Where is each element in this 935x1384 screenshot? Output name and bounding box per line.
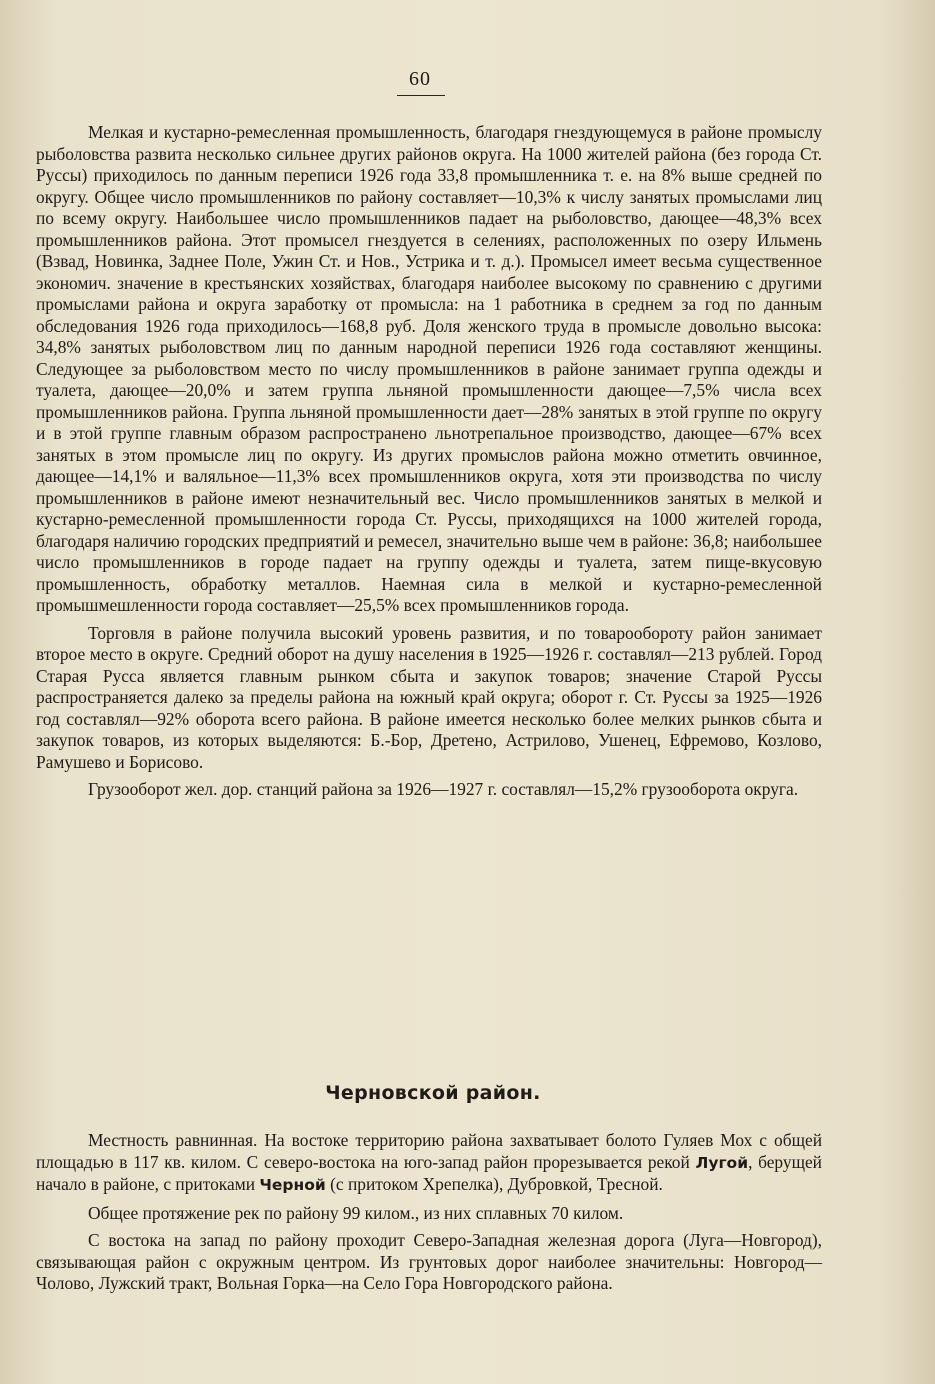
terrain-text-3: (с притоком Хрепелка), Дубровкой, Тресной.: [325, 1174, 663, 1194]
section-heading-chernovskoy: Черновской район.: [325, 1082, 541, 1104]
terrain-text-2: , берущей начало в районе, с притоками: [36, 1151, 822, 1194]
paragraph-terrain: [36, 1130, 822, 1197]
section-chernovskoy-district: [36, 1130, 822, 1295]
page-number: 60: [409, 68, 431, 90]
paragraph-freight: Грузооборот жел. дор. станций района за 1926—1927 г. составлял—15,2% грузооборота округа.: [88, 779, 799, 799]
terrain-text-1: Местность равнинная. На востоке территорию района захватывает болото Гуляев Мох с общей площадью в 117 кв. килом. С северо-востока на юго-запад район прорезывается рекой: [36, 1130, 822, 1172]
paragraph-rivers-length: Общее протяжение рек по району 99 килом., из них сплавных 70 килом.: [88, 1202, 624, 1223]
paragraph-small-industry: Мелкая и кустарно-ремесленная промышленность, благодаря гнездующемуся в районе промыслу рыболовства развита несколько сильнее других районов округа. На 1000 жителей района (без города Ст. Руссы) приходилось по данным переписи 1926 года 33,8 промышленника т. е. на 8% выше средней по округу. Общее число промышленников по району составляет—10,3% к числу занятых промыслами лиц по всему округу. Наибольшее число промышленников падает на рыболовство, дающее—48,3% всех промышленников района. Этот промысел гнездуется в селениях, расположенных по озеру Ильмень (Взвад, Новинка, Заднее Поле, Ужин Ст. и Нов., Устрика и т. д.). Промысел имеет весьма существенное экономич. значение в крестьянских хозяйствах, благодаря наиболее высокому по сравнению с другими промыслами района и округа заработку от промысла: на 1 работника в среднем за год по данным обследования 1926 года приходилось—168,8 руб. Доля женского труда в промысле довольно высока: 34,8% занятых рыболовством лиц по данным народной переписи 1926 года составляют женщины. Следующее за рыболовством место по числу промышленников в районе занимает группа одежды и туалета, дающее—20,0% и затем группа льняной промышленности дающее—7,5% числа всех промышленников района. Группа льняной промышленности дает—28% занятых в этой группе по округу и в этой группе главным образом распространено льнотрепальное производство, дающее—67% всех занятых в этом промысле лиц по округу. Из других промыслов района можно отметить овчинное, дающее—14,1% и валяльное—11,3% всех промышленников округа, хотя эти производства по числу промышленников в районе имеют незначительный вес. Число промышленников занятых в мелкой и кустарно-ремесленной промышленности города Ст. Руссы, приходящихся на 1000 жителей города, благодаря наличию городских предприятий и ремесел, значительно выше чем в районе: 36,8; наибольшее число промышленников в городе падает на группу одежды и туалета, затем пище-вкусовую промышленность, обработку металлов. Наемная сила в мелкой и кустарно-ремесленной промышмешленности города составляет—25,5% всех промышленников города.: [36, 122, 822, 615]
page-number-rule: [397, 95, 445, 96]
section-small-industry-and-trade: [36, 122, 822, 801]
river-chernaya: Черной: [259, 1176, 326, 1194]
river-luga: Лугой: [695, 1153, 749, 1172]
paragraph-roads: С востока на запад по району проходит Северо-Западная железная дорога (Луга—Новгород), связывающая район с окружным центром. Из грунтовых дорог наиболее значительны: Новгород—Чолово, Лужский тракт, Вольная Горка—на Село Гора Новгородского района.: [36, 1230, 822, 1293]
paragraph-trade: Торговля в районе получила высокий уровень развития, и по товарообороту район занимает второе место в округе. Средний оборот на душу населения в 1925—1926 г. составлял—213 рублей. Город Старая Русса является главным рынком сбыта и закупок товаров; значение Старой Руссы распространяется далеко за пределы района на южный край округа; оборот г. Ст. Руссы за 1925—1926 год составлял—92% оборота всего района. В районе имеется несколько более мелких рынков сбыта и закупок товаров, из которых выделяются: Б.-Бор, Дретено, Астрилово, Ушенец, Ефремово, Козлово, Рамушево и Борисово.: [36, 622, 822, 772]
